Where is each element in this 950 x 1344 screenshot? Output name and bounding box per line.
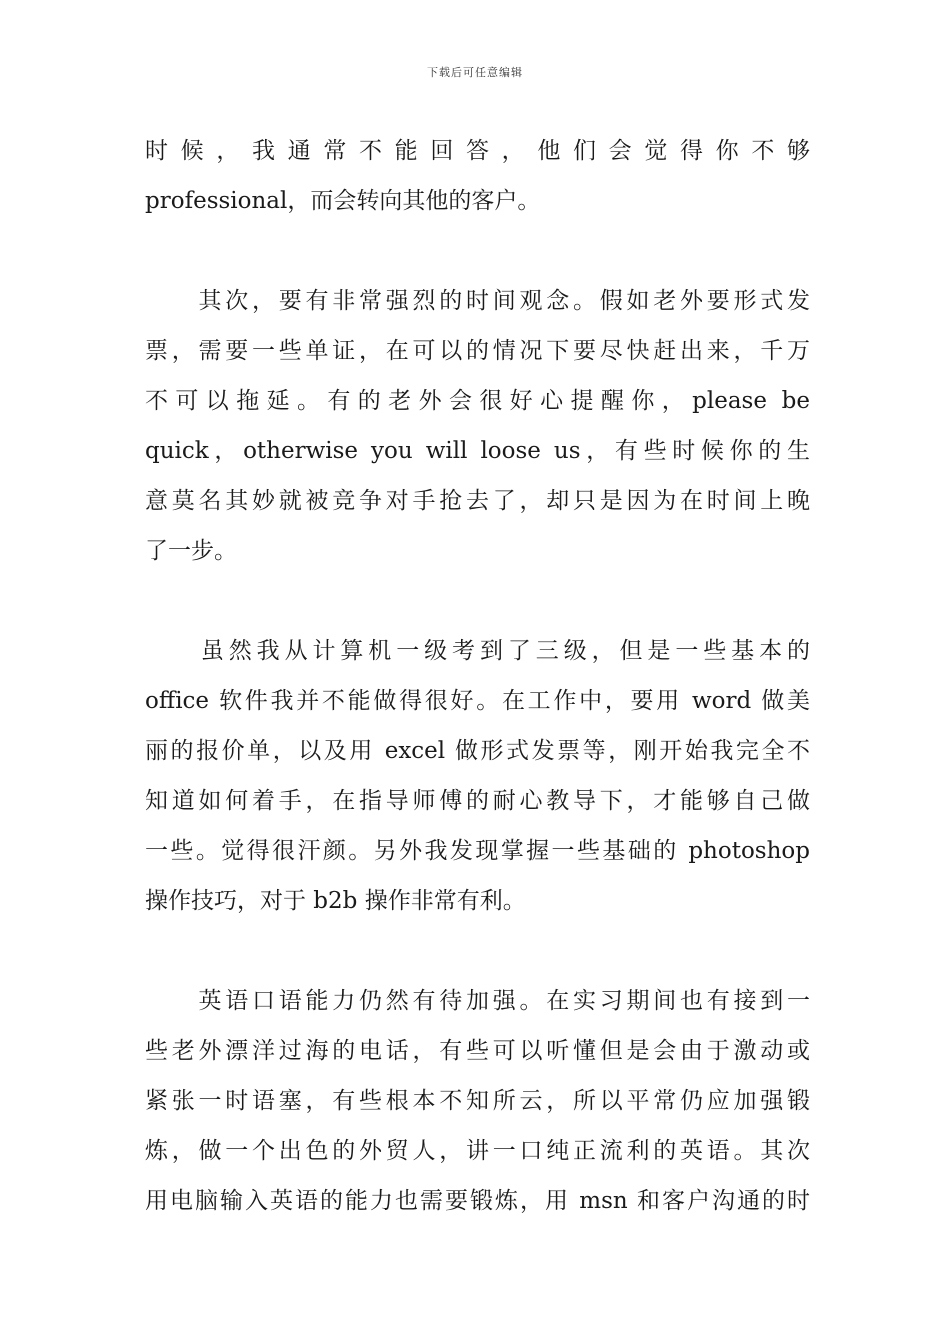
document-body (145, 126, 810, 1276)
text-line: 炼，做一个出色的外贸人，讲一口纯正流利的英语。其次 (145, 1138, 810, 1164)
paragraph-4 (145, 976, 810, 1226)
text-line: 了一步。 (145, 538, 237, 564)
text-line: office 软件我并不能做得很好。在工作中，要用 word 做美 (145, 688, 810, 714)
text-line: 时 候 ， 我 通 常 不 能 回 答 ， 他 们 会 觉 得 你 不 够 (145, 138, 810, 164)
text-line: 其次，要有非常强烈的时间观念。假如老外要形式发 (145, 288, 810, 314)
text-line: 一些。觉得很汗颜。另外我发现掌握一些基础的 photoshop (145, 838, 810, 864)
text-line: 丽的报价单，以及用 excel 做形式发票等，刚开始我完全不 (145, 738, 810, 764)
text-line: 紧张一时语塞，有些根本不知所云，所以平常仍应加强锻 (145, 1088, 810, 1114)
page-header: 下载后可任意编辑 (427, 66, 523, 79)
text-line: 用电脑输入英语的能力也需要锻炼，用 msn 和客户沟通的时 (145, 1188, 810, 1214)
text-line: 英语口语能力仍然有待加强。在实习期间也有接到一 (145, 988, 810, 1014)
paragraph-1 (145, 126, 810, 226)
text-line: professional，而会转向其他的客户。 (145, 188, 541, 214)
text-line: 不可以拖延。有的老外会很好心提醒你，please be (145, 388, 810, 414)
text-line: 意莫名其妙就被竞争对手抢去了，却只是因为在时间上晚 (145, 488, 810, 514)
text-line: 虽然我从计算机一级考到了三级，但是一些基本的 (145, 638, 810, 664)
text-line: 知道如何着手，在指导师傅的耐心教导下，才能够自己做 (145, 788, 810, 814)
paragraph-3 (145, 626, 810, 926)
text-line: quick，otherwise you will loose us，有些时候你的生 (145, 438, 810, 464)
text-line: 些老外漂洋过海的电话，有些可以听懂但是会由于激动或 (145, 1038, 810, 1064)
paragraph-2 (145, 276, 810, 576)
text-line: 操作技巧，对于 b2b 操作非常有利。 (145, 888, 526, 914)
text-line: 票，需要一些单证，在可以的情况下要尽快赶出来，千万 (145, 338, 810, 364)
